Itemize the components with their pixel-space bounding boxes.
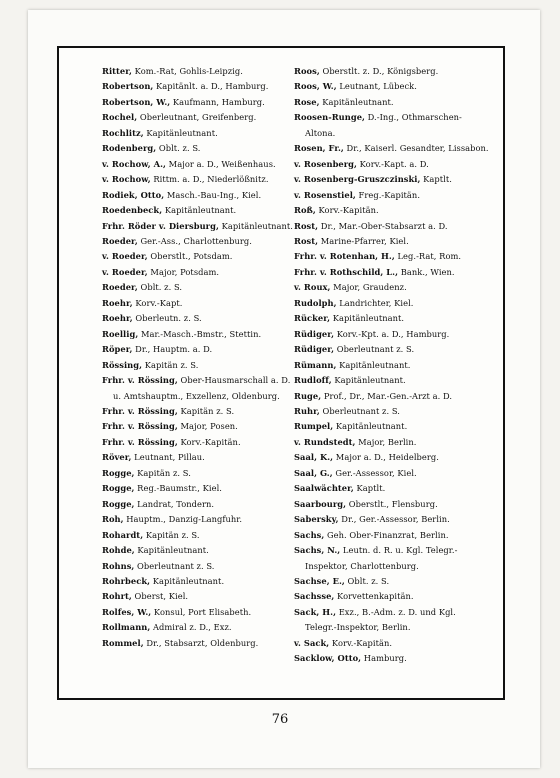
directory-entry bbox=[102, 419, 298, 434]
entry-name: Rudolph, bbox=[294, 297, 337, 308]
directory-entry bbox=[294, 141, 490, 156]
entry-name: Ruhr, bbox=[294, 405, 320, 416]
entry-name: v. Roeder, bbox=[102, 251, 148, 262]
directory-entry bbox=[294, 528, 490, 543]
entry-details: Reg.-Baumstr., Kiel. bbox=[134, 483, 222, 494]
entry-name: Sachsse, bbox=[294, 591, 335, 602]
directory-entry bbox=[294, 311, 490, 326]
entry-name: Rücker, bbox=[294, 313, 331, 324]
entry-details: Korv.-Kapt. bbox=[132, 297, 183, 308]
entry-name: Roeder, bbox=[102, 235, 138, 246]
entry-name: Roedenbeck, bbox=[102, 205, 163, 216]
entry-details: Oblt. z. S. bbox=[344, 575, 390, 586]
directory-entry bbox=[294, 497, 490, 512]
entry-name: Frhr. v. Rössing, bbox=[102, 436, 178, 447]
directory-entry bbox=[102, 110, 298, 125]
entry-name: Ruge, bbox=[294, 390, 322, 401]
directory-entry bbox=[102, 342, 298, 357]
directory-entry bbox=[102, 358, 298, 373]
directory-entry bbox=[294, 188, 490, 203]
entry-details: Ger.-Ass., Charlottenburg. bbox=[137, 235, 252, 246]
directory-entry bbox=[294, 342, 490, 357]
directory-entry bbox=[294, 265, 490, 280]
entry-details: Kapitänleutnant. bbox=[134, 545, 209, 556]
directory-entry bbox=[102, 265, 298, 280]
entry-name: Roh, bbox=[102, 514, 124, 525]
directory-entry bbox=[102, 512, 298, 527]
right-column bbox=[294, 64, 490, 667]
entry-details: Masch.-Bau-Ing., Kiel. bbox=[164, 189, 262, 200]
entry-name: Rochel, bbox=[102, 112, 138, 123]
directory-entry bbox=[102, 249, 298, 264]
directory-entry bbox=[102, 296, 298, 311]
directory-entry bbox=[102, 589, 298, 604]
entry-name: Rochlitz, bbox=[102, 127, 144, 138]
entry-details: D.-Ing., Othmarschen-Altona. bbox=[305, 112, 462, 138]
entry-name: v. Rosenberg, bbox=[294, 158, 357, 169]
entry-details: Admiral z. D., Exz. bbox=[150, 622, 232, 633]
entry-details: Major a. D., Weißenhaus. bbox=[165, 158, 276, 169]
entry-details: Korv.-Kapt. a. D. bbox=[356, 158, 429, 169]
directory-entry bbox=[102, 543, 298, 558]
directory-entry bbox=[102, 528, 298, 543]
entry-name: Rogge, bbox=[102, 483, 135, 494]
entry-name: Roeder, bbox=[102, 282, 138, 293]
directory-entry bbox=[294, 481, 490, 496]
entry-details: Dr., Stabsarzt, Oldenburg. bbox=[143, 637, 259, 648]
entry-name: Rollmann, bbox=[102, 622, 151, 633]
entry-name: Saal, K., bbox=[294, 452, 334, 463]
directory-entry bbox=[102, 327, 298, 342]
entry-name: Rüdiger, bbox=[294, 328, 335, 339]
entry-details: Hamburg. bbox=[361, 653, 407, 664]
entry-name: v. Roux, bbox=[294, 282, 331, 293]
directory-entry bbox=[102, 126, 298, 141]
entry-details: Leg.-Rat, Rom. bbox=[394, 251, 462, 262]
directory-entry bbox=[102, 141, 298, 156]
entry-name: v. Rochow, bbox=[102, 174, 151, 185]
entry-details: Dr., Hauptm. a. D. bbox=[132, 344, 213, 355]
entry-details: Kapitän z. S. bbox=[142, 359, 199, 370]
entry-details: Rittm. a. D., Niederlößnitz. bbox=[150, 174, 269, 185]
entry-details: Kaufmann, Hamburg. bbox=[170, 96, 265, 107]
directory-entry bbox=[294, 450, 490, 465]
entry-name: Saal, G., bbox=[294, 467, 333, 478]
entry-name: Rüdiger, bbox=[294, 344, 335, 355]
directory-entry bbox=[102, 466, 298, 481]
directory-entry bbox=[102, 219, 298, 234]
directory-entry bbox=[294, 636, 490, 651]
directory-entry bbox=[102, 404, 298, 419]
entry-name: Frhr. v. Rothschild, L., bbox=[294, 266, 399, 277]
entry-details: Korv.-Kapitän. bbox=[177, 436, 241, 447]
directory-entry bbox=[294, 327, 490, 342]
entry-details: Kaptlt. bbox=[420, 174, 452, 185]
directory-entry bbox=[294, 543, 490, 574]
entry-name: v. Rosenberg-Gruszczinski, bbox=[294, 174, 421, 185]
entry-name: Rose, bbox=[294, 96, 320, 107]
entry-name: Rogge, bbox=[102, 498, 135, 509]
entry-details: Dr., Ger.-Assessor, Berlin. bbox=[338, 514, 450, 525]
directory-entry bbox=[102, 481, 298, 496]
directory-entry bbox=[102, 574, 298, 589]
entry-details: Kapitänleutnant. bbox=[331, 375, 406, 386]
entry-details: Landrichter, Kiel. bbox=[336, 297, 414, 308]
entry-details: Kapitänlt. a. D., Hamburg. bbox=[153, 81, 269, 92]
entry-name: v. Rochow, A., bbox=[102, 158, 166, 169]
entry-details: Oberleutnant z. S. bbox=[319, 405, 400, 416]
left-column bbox=[102, 64, 298, 651]
directory-entry bbox=[102, 188, 298, 203]
entry-details: Kapitän z. S. bbox=[177, 405, 235, 416]
directory-entry bbox=[102, 157, 298, 172]
directory-entry bbox=[102, 435, 298, 450]
entry-name: Sachs, N., bbox=[294, 545, 341, 556]
entry-name: Rosen, Fr., bbox=[294, 143, 344, 154]
entry-details: Oberleutnant, Greifenberg. bbox=[137, 112, 257, 123]
entry-details: Dr., Kaiserl. Gesandter, Lissabon. bbox=[343, 143, 489, 154]
directory-entry bbox=[102, 636, 298, 651]
entry-details: Kaptlt. bbox=[353, 483, 386, 494]
entry-details: Korv.-Kpt. a. D., Hamburg. bbox=[334, 328, 450, 339]
entry-details: Kapitänleutnant. bbox=[218, 220, 293, 231]
entry-name: v. Rundstedt, bbox=[294, 436, 356, 447]
directory-entry bbox=[294, 110, 490, 141]
directory-entry bbox=[102, 203, 298, 218]
entry-details: Leutnant, Lübeck. bbox=[336, 81, 417, 92]
entry-name: Rost, bbox=[294, 220, 319, 231]
entry-name: Rogge, bbox=[102, 467, 135, 478]
entry-details: Kapitänleutnant. bbox=[162, 205, 237, 216]
directory-entry bbox=[102, 311, 298, 326]
directory-entry bbox=[102, 172, 298, 187]
entry-details: Oberstlt., Flensburg. bbox=[346, 498, 438, 509]
entry-name: Robertson, W., bbox=[102, 96, 171, 107]
entry-details: Kapitänleutnant. bbox=[150, 575, 225, 586]
directory-entry bbox=[294, 651, 490, 666]
entry-details: Korv.-Kapitän. bbox=[315, 205, 379, 216]
entry-name: Rümann, bbox=[294, 359, 337, 370]
entry-details: Mar.-Masch.-Bmstr., Stettin. bbox=[138, 328, 262, 339]
directory-entry bbox=[102, 373, 298, 404]
entry-name: Rohns, bbox=[102, 560, 135, 571]
entry-name: Sacklow, Otto, bbox=[294, 653, 362, 664]
entry-name: Sachs, bbox=[294, 529, 325, 540]
entry-name: Frhr. Röder v. Diersburg, bbox=[102, 220, 219, 231]
entry-name: Saarbourg, bbox=[294, 498, 347, 509]
directory-entry bbox=[102, 450, 298, 465]
directory-entry bbox=[294, 79, 490, 94]
entry-details: Freg.-Kapitän. bbox=[355, 189, 421, 200]
directory-entry bbox=[294, 280, 490, 295]
directory-entry bbox=[102, 497, 298, 512]
entry-name: Rolfes, W., bbox=[102, 606, 152, 617]
entry-name: v. Roeder, bbox=[102, 266, 148, 277]
entry-name: Saalwächter, bbox=[294, 483, 354, 494]
directory-entry bbox=[294, 389, 490, 404]
entry-name: Röper, bbox=[102, 344, 133, 355]
entry-name: Rössing, bbox=[102, 359, 143, 370]
entry-details: Kapitänleutnant. bbox=[319, 96, 394, 107]
directory-entry bbox=[102, 79, 298, 94]
entry-name: Röver, bbox=[102, 452, 132, 463]
directory-entry bbox=[294, 512, 490, 527]
entry-details: Kapitänleutnant. bbox=[336, 359, 411, 370]
entry-name: v. Rosenstiel, bbox=[294, 189, 356, 200]
directory-entry bbox=[294, 219, 490, 234]
entry-details: Oberst, Kiel. bbox=[131, 591, 189, 602]
entry-name: Rohrbeck, bbox=[102, 575, 151, 586]
directory-entry bbox=[294, 466, 490, 481]
entry-name: Rodenberg, bbox=[102, 143, 157, 154]
entry-details: Geh. Ober-Finanzrat, Berlin. bbox=[324, 529, 449, 540]
entry-name: Rohardt, bbox=[102, 529, 144, 540]
entry-details: Kom.-Rat, Gohlis-Leipzig. bbox=[132, 66, 243, 76]
entry-name: Robertson, bbox=[102, 81, 154, 92]
entry-name: Roos, bbox=[294, 66, 320, 76]
directory-entry bbox=[102, 234, 298, 249]
entry-details: Oberleutnant z. S. bbox=[334, 344, 415, 355]
entry-name: Roß, bbox=[294, 205, 316, 216]
entry-details: Kapitänleutnant. bbox=[143, 127, 218, 138]
entry-name: Sachse, E., bbox=[294, 575, 345, 586]
entry-details: Major, Potsdam. bbox=[147, 266, 220, 277]
entry-name: Rohrt, bbox=[102, 591, 132, 602]
directory-entry bbox=[294, 64, 490, 79]
directory-entry bbox=[294, 589, 490, 604]
directory-entry bbox=[294, 574, 490, 589]
entry-name: Frhr. v. Rotenhan, H., bbox=[294, 251, 395, 262]
directory-entry bbox=[294, 419, 490, 434]
entry-details: Korv.-Kapitän. bbox=[329, 637, 393, 648]
entry-name: Sabersky, bbox=[294, 514, 339, 525]
entry-name: Rodiek, Otto, bbox=[102, 189, 165, 200]
directory-entry bbox=[294, 203, 490, 218]
entry-details: Kapitän z. S. bbox=[143, 529, 200, 540]
entry-details: Oberleutn. z. S. bbox=[132, 313, 202, 324]
entry-details: Korvettenkapitän. bbox=[334, 591, 414, 602]
directory-entry bbox=[294, 358, 490, 373]
entry-name: Frhr. v. Rössing, bbox=[102, 421, 178, 432]
entry-name: Rumpel, bbox=[294, 421, 334, 432]
directory-entry bbox=[294, 296, 490, 311]
entry-details: Landrat, Tondern. bbox=[134, 498, 215, 509]
entry-details: Leutn. d. R. u. Kgl. Telegr.-Inspektor, Charlottenburg. bbox=[305, 545, 458, 571]
directory-entry bbox=[102, 559, 298, 574]
entry-details: Oberstlt., Potsdam. bbox=[147, 251, 233, 262]
entry-details: Konsul, Port Elisabeth. bbox=[151, 606, 252, 617]
entry-details: Ober-Hausmarschall a. D. u. Amtshauptm., Exzellenz, Oldenburg. bbox=[113, 375, 291, 401]
entry-details: Dr., Mar.-Ober-Stabsarzt a. D. bbox=[318, 220, 448, 231]
entry-name: Frhr. v. Rössing, bbox=[102, 375, 178, 386]
directory-entry bbox=[294, 157, 490, 172]
entry-name: Rudloff, bbox=[294, 375, 332, 386]
entry-details: Major, Posen. bbox=[177, 421, 238, 432]
entry-name: v. Sack, bbox=[294, 637, 330, 648]
entry-name: Ritter, bbox=[102, 66, 132, 76]
entry-name: Roos, W., bbox=[294, 81, 337, 92]
entry-details: Kapitän z. S. bbox=[134, 467, 191, 478]
entry-details: Prof., Dr., Mar.-Gen.-Arzt a. D. bbox=[321, 390, 453, 401]
directory-entry bbox=[102, 95, 298, 110]
entry-details: Kapitänleutnant. bbox=[333, 421, 408, 432]
entry-details: Oberleutnant z. S. bbox=[134, 560, 215, 571]
entry-details: Oblt. z. S. bbox=[137, 282, 183, 293]
entry-name: Frhr. v. Rössing, bbox=[102, 405, 178, 416]
directory-entry bbox=[294, 95, 490, 110]
entry-name: Roellig, bbox=[102, 328, 139, 339]
entry-name: Roehr, bbox=[102, 297, 133, 308]
directory-entry bbox=[294, 435, 490, 450]
entry-name: Rommel, bbox=[102, 637, 144, 648]
entry-name: Rohde, bbox=[102, 545, 135, 556]
entry-details: Ger.-Assessor, Kiel. bbox=[332, 467, 417, 478]
entry-details: Marine-Pfarrer, Kiel. bbox=[318, 235, 409, 246]
entry-details: Oblt. z. S. bbox=[156, 143, 201, 154]
directory-entry bbox=[294, 249, 490, 264]
page-number: 76 bbox=[271, 712, 289, 727]
directory-entry bbox=[294, 404, 490, 419]
entry-details: Major, Graudenz. bbox=[330, 282, 407, 293]
entry-details: Leutnant, Pillau. bbox=[131, 452, 205, 463]
entry-name: Sack, H., bbox=[294, 606, 337, 617]
directory-entry bbox=[294, 172, 490, 187]
directory-entry bbox=[102, 280, 298, 295]
entry-details: Kapitänleutnant. bbox=[330, 313, 405, 324]
entry-name: Roehr, bbox=[102, 313, 133, 324]
entry-details: Hauptm., Danzig-Langfuhr. bbox=[123, 514, 243, 525]
entry-name: Roosen-Runge, bbox=[294, 112, 365, 123]
entry-details: Major a. D., Heidelberg. bbox=[333, 452, 439, 463]
entry-name: Rost, bbox=[294, 235, 319, 246]
entry-details: Bank., Wien. bbox=[398, 266, 455, 277]
directory-entry bbox=[294, 373, 490, 388]
directory-entry bbox=[102, 620, 298, 635]
entry-details: Oberstlt. z. D., Königsberg. bbox=[319, 66, 439, 76]
directory-entry bbox=[102, 64, 298, 79]
entry-details: Exz., B.-Adm. z. D. und Kgl. Telegr.-Inspektor, Berlin. bbox=[305, 606, 456, 633]
directory-entry bbox=[102, 605, 298, 620]
directory-entry bbox=[294, 605, 490, 636]
directory-entry bbox=[294, 234, 490, 249]
entry-details: Major, Berlin. bbox=[355, 436, 417, 447]
